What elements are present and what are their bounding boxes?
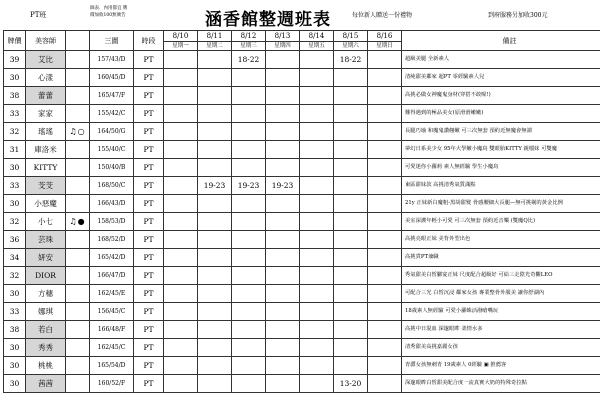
row-notes: 18歲素人無經驗 可愛小蘿蛛活潑嗆嘴玩 — [402, 303, 600, 321]
row-day-shift — [198, 213, 232, 231]
row-measurements: 166/43/D — [90, 195, 134, 213]
row-day-shift — [300, 249, 334, 267]
row-day-shift — [164, 213, 198, 231]
row-day-shift — [198, 267, 232, 285]
row-measurements: 162/45/C — [90, 339, 134, 357]
row-measurements: 156/45/C — [90, 303, 134, 321]
row-day-shift — [198, 51, 232, 69]
row-badge-icon — [66, 105, 90, 123]
row-day-shift — [232, 357, 266, 375]
row-measurements: 157/43/D — [90, 51, 134, 69]
row-slot: PT — [134, 321, 164, 339]
row-notes: 東區甜妹款 高挑清秀氣質滿點 — [402, 177, 600, 195]
row-slot: PT — [134, 213, 164, 231]
row-day-shift — [164, 285, 198, 303]
row-badge-icon — [66, 249, 90, 267]
row-notes: 美室深護年輕小可愛 可三次無套 預約近音樂 (雙魔Q比) — [402, 213, 600, 231]
schedule-table — [3, 30, 600, 393]
row-day-shift — [368, 69, 402, 87]
row-notes: 可愛迷你小蘿莉 素人無經驗 學生小魔鳥 — [402, 159, 600, 177]
row-day-shift — [368, 195, 402, 213]
row-day-shift — [164, 51, 198, 69]
row-day-shift — [232, 231, 266, 249]
table-row — [4, 231, 600, 249]
row-day-shift — [300, 195, 334, 213]
row-day-shift — [164, 231, 198, 249]
row-day-shift — [334, 357, 368, 375]
row-day-shift — [232, 141, 266, 159]
row-stylist-name: 芠芠 — [26, 177, 66, 195]
row-day-shift — [334, 285, 368, 303]
row-day-shift — [198, 339, 232, 357]
row-day-shift — [266, 339, 300, 357]
row-day-shift: 19-23 — [198, 177, 232, 195]
row-day-shift — [368, 267, 402, 285]
row-stylist-name: 娜琪 — [26, 303, 66, 321]
row-badge-icon — [66, 87, 90, 105]
header-note-line-2: 價加收100無廣告 — [90, 13, 126, 18]
row-day-shift — [232, 87, 266, 105]
row-day-shift — [334, 213, 368, 231]
table-row — [4, 339, 600, 357]
table-row — [4, 357, 600, 375]
row-day-shift — [334, 249, 368, 267]
row-notes: 高挑貨PT兼職 — [402, 249, 600, 267]
row-day-shift — [368, 51, 402, 69]
row-measurements: 168/52/D — [90, 231, 134, 249]
row-day-shift — [232, 69, 266, 87]
row-day-shift — [232, 303, 266, 321]
row-day-shift — [368, 123, 402, 141]
row-day-shift — [198, 195, 232, 213]
row-day-shift — [300, 267, 334, 285]
row-day-shift — [164, 339, 198, 357]
row-slot: PT — [134, 303, 164, 321]
row-day-shift — [368, 249, 402, 267]
row-day-shift — [232, 375, 266, 393]
row-day-shift — [232, 213, 266, 231]
table-row — [4, 69, 600, 87]
row-day-shift — [334, 123, 368, 141]
row-day-shift — [198, 303, 232, 321]
day-weekday: 星期五 — [300, 42, 334, 51]
table-row — [4, 321, 600, 339]
row-day-shift — [334, 267, 368, 285]
row-badge-icon — [66, 267, 90, 285]
header-right-note: 到府服務另加收300元 — [488, 12, 548, 19]
row-day-shift — [266, 87, 300, 105]
row-day-shift — [266, 285, 300, 303]
row-day-shift — [198, 159, 232, 177]
row-measurements: 160/45/D — [90, 69, 134, 87]
row-stylist-name: 桃桃 — [26, 357, 66, 375]
table-row — [4, 141, 600, 159]
col-header-name: 美容師 — [26, 31, 66, 51]
row-slot: PT — [134, 267, 164, 285]
row-badge-icon — [66, 285, 90, 303]
row-stylist-name: 庫洛米 — [26, 141, 66, 159]
row-day-shift — [232, 249, 266, 267]
row-day-shift — [334, 141, 368, 159]
day-weekday: 星期日 — [368, 42, 402, 51]
row-notes: 高挑必做女神魔鬼身材(穿搭不敢喔!) — [402, 87, 600, 105]
row-slot: PT — [134, 105, 164, 123]
row-day-shift — [232, 267, 266, 285]
row-slot: PT — [134, 357, 164, 375]
row-day-shift — [266, 69, 300, 87]
row-day-shift — [334, 231, 368, 249]
row-day-shift — [368, 141, 402, 159]
row-day-shift — [368, 213, 402, 231]
row-day-shift — [266, 51, 300, 69]
col-header-num: 牌價 — [4, 31, 26, 51]
row-notes: 深邃眼眸白皙甜美配合度一流真實大奶的特殊奇拉點 — [402, 375, 600, 393]
row-price: 30 — [4, 339, 26, 357]
row-day-shift — [300, 213, 334, 231]
row-day-shift — [300, 357, 334, 375]
row-notes: 超級美腿 全新素人 — [402, 51, 600, 69]
row-badge-icon — [66, 69, 90, 87]
row-day-shift — [164, 375, 198, 393]
row-day-shift — [368, 321, 402, 339]
table-row — [4, 177, 600, 195]
row-day-shift — [334, 105, 368, 123]
row-day-shift — [368, 375, 402, 393]
row-day-shift — [266, 159, 300, 177]
row-day-shift — [164, 87, 198, 105]
row-measurements: 166/47/D — [90, 267, 134, 285]
row-day-shift — [300, 141, 334, 159]
row-day-shift — [198, 249, 232, 267]
row-day-shift — [164, 321, 198, 339]
col-header-notes: 備註 — [402, 31, 600, 51]
row-notes: 清秀甜美高挑嘉麗女孩 — [402, 339, 600, 357]
day-weekday: 星期三 — [232, 42, 266, 51]
row-price: 38 — [4, 321, 26, 339]
row-day-shift — [266, 321, 300, 339]
row-day-shift — [368, 87, 402, 105]
row-slot: PT — [134, 195, 164, 213]
row-slot: PT — [134, 159, 164, 177]
row-notes: 難得遇到的極品美女(原滑滑嫩嫩) — [402, 105, 600, 123]
row-stylist-name: 方穗 — [26, 285, 66, 303]
row-slot: PT — [134, 141, 164, 159]
col-header-size: 三圍 — [90, 31, 134, 51]
row-day-shift — [232, 285, 266, 303]
row-measurements: 168/50/C — [90, 177, 134, 195]
row-day-shift — [368, 231, 402, 249]
row-day-shift — [266, 105, 300, 123]
table-row — [4, 159, 600, 177]
day-weekday: 星期二 — [198, 42, 232, 51]
row-badge-icon — [66, 141, 90, 159]
row-price: 30 — [4, 69, 26, 87]
row-day-shift — [300, 123, 334, 141]
row-day-shift — [164, 69, 198, 87]
row-stylist-name: 蕾蕾 — [26, 87, 66, 105]
table-row — [4, 249, 600, 267]
table-row — [4, 51, 600, 69]
row-day-shift — [300, 159, 334, 177]
row-day-shift — [164, 177, 198, 195]
row-day-shift — [266, 195, 300, 213]
row-day-shift — [164, 195, 198, 213]
day-weekday: 星期六 — [334, 42, 368, 51]
row-notes: 夢幻日系美少女 95年大學嫩小魔鳥 雙眼胎KITTY 親檔妹 可雙魔 — [402, 141, 600, 159]
row-slot: PT — [134, 375, 164, 393]
row-day-shift — [300, 231, 334, 249]
row-measurements: 164/50/G — [90, 123, 134, 141]
row-badge-icon — [66, 231, 90, 249]
row-notes: 21y 正妹新白魔粗-黑胡甜髮 骨感腰細大長腿—無可挑剔的黃金比例 — [402, 195, 600, 213]
day-weekday: 星期一 — [164, 42, 198, 51]
row-day-shift — [164, 267, 198, 285]
row-measurements: 155/40/C — [90, 141, 134, 159]
row-slot: PT — [134, 87, 164, 105]
row-day-shift: 19-23 — [232, 177, 266, 195]
row-day-shift — [198, 105, 232, 123]
row-day-shift — [232, 159, 266, 177]
row-day-shift — [334, 321, 368, 339]
row-day-shift: 18-22 — [334, 51, 368, 69]
header-mid-note: 每位新人贈送一份禮物 — [352, 12, 413, 19]
row-slot: PT — [134, 123, 164, 141]
row-stylist-name: 茜茜 — [26, 375, 66, 393]
row-day-shift — [266, 249, 300, 267]
row-day-shift — [334, 177, 368, 195]
row-day-shift — [334, 87, 368, 105]
page-title: 涵香館整週班表 — [205, 10, 331, 30]
row-day-shift — [368, 159, 402, 177]
row-notes: 秀氣甜美白皙腳宴正妹 尺度配合超級好 可給三走陰光奇觀LEO — [402, 267, 600, 285]
row-day-shift — [232, 105, 266, 123]
row-day-shift — [368, 303, 402, 321]
row-day-shift — [266, 375, 300, 393]
row-day-shift: 18-22 — [232, 51, 266, 69]
row-day-shift: 19-23 — [266, 177, 300, 195]
table-row — [4, 267, 600, 285]
row-day-shift — [164, 357, 198, 375]
row-measurements: 158/53/D — [90, 213, 134, 231]
row-day-shift — [232, 339, 266, 357]
day-date: 8/13 — [266, 31, 300, 42]
row-measurements: 150/40/B — [90, 159, 134, 177]
row-day-shift — [198, 375, 232, 393]
row-day-shift — [164, 123, 198, 141]
row-day-shift — [198, 231, 232, 249]
row-day-shift — [232, 123, 266, 141]
row-notes: 長腿巧瑜 和魔鬼讚翹嫩 可三次無套 預約近無魔會無謂 — [402, 123, 600, 141]
row-day-shift — [300, 87, 334, 105]
row-slot: PT — [134, 339, 164, 357]
row-slot: PT — [134, 69, 164, 87]
day-date: 8/15 — [334, 31, 368, 42]
row-stylist-name: KITTY — [26, 159, 66, 177]
row-badge-icon — [66, 177, 90, 195]
header-note-line-1: 師表．內用都宜 牌 — [90, 6, 128, 11]
row-day-shift — [232, 195, 266, 213]
row-notes: 青澀女孩無刺青 19歲素人 0經驗 ▣ 推薦客 — [402, 357, 600, 375]
row-day-shift — [164, 249, 198, 267]
row-measurements: 165/47/F — [90, 87, 134, 105]
day-date: 8/14 — [300, 31, 334, 42]
table-row — [4, 195, 600, 213]
row-day-shift — [266, 213, 300, 231]
row-notes: 高挑亮眼正妹 美背外型出色 — [402, 231, 600, 249]
row-badge-icon — [66, 195, 90, 213]
row-price: 33 — [4, 303, 26, 321]
col-header-slot: 時段 — [134, 31, 164, 51]
row-day-shift — [300, 339, 334, 357]
row-day-shift — [164, 303, 198, 321]
row-day-shift — [198, 141, 232, 159]
row-stylist-name: 家家 — [26, 105, 66, 123]
row-day-shift — [198, 123, 232, 141]
row-day-shift — [266, 141, 300, 159]
row-day-shift — [266, 357, 300, 375]
row-day-shift — [164, 105, 198, 123]
row-price: 30 — [4, 357, 26, 375]
table-row — [4, 105, 600, 123]
row-day-shift — [334, 339, 368, 357]
row-stylist-name: 艾比 — [26, 51, 66, 69]
col-header-icon — [66, 31, 90, 51]
day-weekday: 星期四 — [266, 42, 300, 51]
row-measurements: 166/48/F — [90, 321, 134, 339]
table-row — [4, 285, 600, 303]
row-price: 30 — [4, 159, 26, 177]
row-day-shift — [198, 357, 232, 375]
row-slot: PT — [134, 51, 164, 69]
class-label: PT班 — [30, 11, 47, 19]
row-price: 39 — [4, 51, 26, 69]
row-day-shift — [300, 375, 334, 393]
header-note — [90, 5, 127, 19]
row-day-shift — [198, 69, 232, 87]
row-stylist-name: 秀秀 — [26, 339, 66, 357]
row-price: 30 — [4, 375, 26, 393]
row-slot: PT — [134, 249, 164, 267]
row-day-shift — [164, 141, 198, 159]
row-price: 33 — [4, 105, 26, 123]
row-day-shift — [198, 285, 232, 303]
row-day-shift — [300, 303, 334, 321]
row-measurements: 165/42/D — [90, 249, 134, 267]
row-badge-icon — [66, 303, 90, 321]
row-day-shift — [300, 51, 334, 69]
row-day-shift — [368, 357, 402, 375]
row-notes: 高挑中日混血 深邃眼眸 柔情水多 — [402, 321, 600, 339]
row-day-shift — [198, 87, 232, 105]
row-slot: PT — [134, 177, 164, 195]
row-day-shift: 13-20 — [334, 375, 368, 393]
row-stylist-name: 心漾 — [26, 69, 66, 87]
row-day-shift — [368, 285, 402, 303]
row-measurements: 165/54/D — [90, 357, 134, 375]
row-price: 30 — [4, 195, 26, 213]
row-day-shift — [164, 159, 198, 177]
day-date: 8/12 — [232, 31, 266, 42]
row-price: 31 — [4, 141, 26, 159]
row-badge-icon — [66, 357, 90, 375]
row-day-shift — [266, 303, 300, 321]
row-day-shift — [266, 267, 300, 285]
schedule-header — [0, 0, 600, 32]
table-row — [4, 375, 600, 393]
row-price: 30 — [4, 285, 26, 303]
row-day-shift — [300, 321, 334, 339]
table-row — [4, 87, 600, 105]
day-date: 8/10 — [164, 31, 198, 42]
row-badge-icon — [66, 339, 90, 357]
row-badge-icon — [66, 321, 90, 339]
row-day-shift — [300, 177, 334, 195]
row-badge-icon: ♫○ — [66, 123, 90, 141]
row-day-shift — [368, 105, 402, 123]
row-price: 38 — [4, 87, 26, 105]
row-measurements: 160/52/F — [90, 375, 134, 393]
day-date: 8/11 — [198, 31, 232, 42]
row-day-shift — [368, 339, 402, 357]
row-measurements: 155/42/C — [90, 105, 134, 123]
row-slot: PT — [134, 285, 164, 303]
row-price: 33 — [4, 177, 26, 195]
row-stylist-name: 小惡魔 — [26, 195, 66, 213]
row-stylist-name: 妍安 — [26, 249, 66, 267]
row-stylist-name: 瑤瑤 — [26, 123, 66, 141]
row-price: 36 — [4, 231, 26, 249]
row-day-shift — [334, 195, 368, 213]
table-header-row — [4, 31, 600, 42]
row-stylist-name: 小七 — [26, 213, 66, 231]
row-day-shift — [300, 69, 334, 87]
row-notes: 可配合三光 白皙沉浸 鄰家女孩 專業整骨外服美 讓你舒湖內 — [402, 285, 600, 303]
row-day-shift — [368, 177, 402, 195]
row-stylist-name: DIOR — [26, 267, 66, 285]
row-day-shift — [232, 321, 266, 339]
row-stylist-name: 芸珠 — [26, 231, 66, 249]
row-day-shift — [266, 231, 300, 249]
row-day-shift — [334, 159, 368, 177]
row-day-shift — [334, 303, 368, 321]
row-badge-icon — [66, 375, 90, 393]
row-day-shift — [300, 105, 334, 123]
table-row — [4, 213, 600, 231]
row-price: 32 — [4, 123, 26, 141]
row-day-shift — [266, 123, 300, 141]
row-day-shift — [300, 285, 334, 303]
row-badge-icon — [66, 159, 90, 177]
row-stylist-name: 若白 — [26, 321, 66, 339]
row-badge-icon: ♫● — [66, 213, 90, 231]
row-notes: 清純甜美鄰家 超PT 零經驗素人兒 — [402, 69, 600, 87]
day-date: 8/16 — [368, 31, 402, 42]
schedule-rows — [4, 51, 600, 393]
row-price: 32 — [4, 213, 26, 231]
row-day-shift — [334, 69, 368, 87]
row-price: 32 — [4, 267, 26, 285]
row-measurements: 162/45/E — [90, 285, 134, 303]
row-day-shift — [198, 321, 232, 339]
row-price: 34 — [4, 249, 26, 267]
row-badge-icon — [66, 51, 90, 69]
table-row — [4, 303, 600, 321]
row-slot: PT — [134, 231, 164, 249]
table-row — [4, 123, 600, 141]
